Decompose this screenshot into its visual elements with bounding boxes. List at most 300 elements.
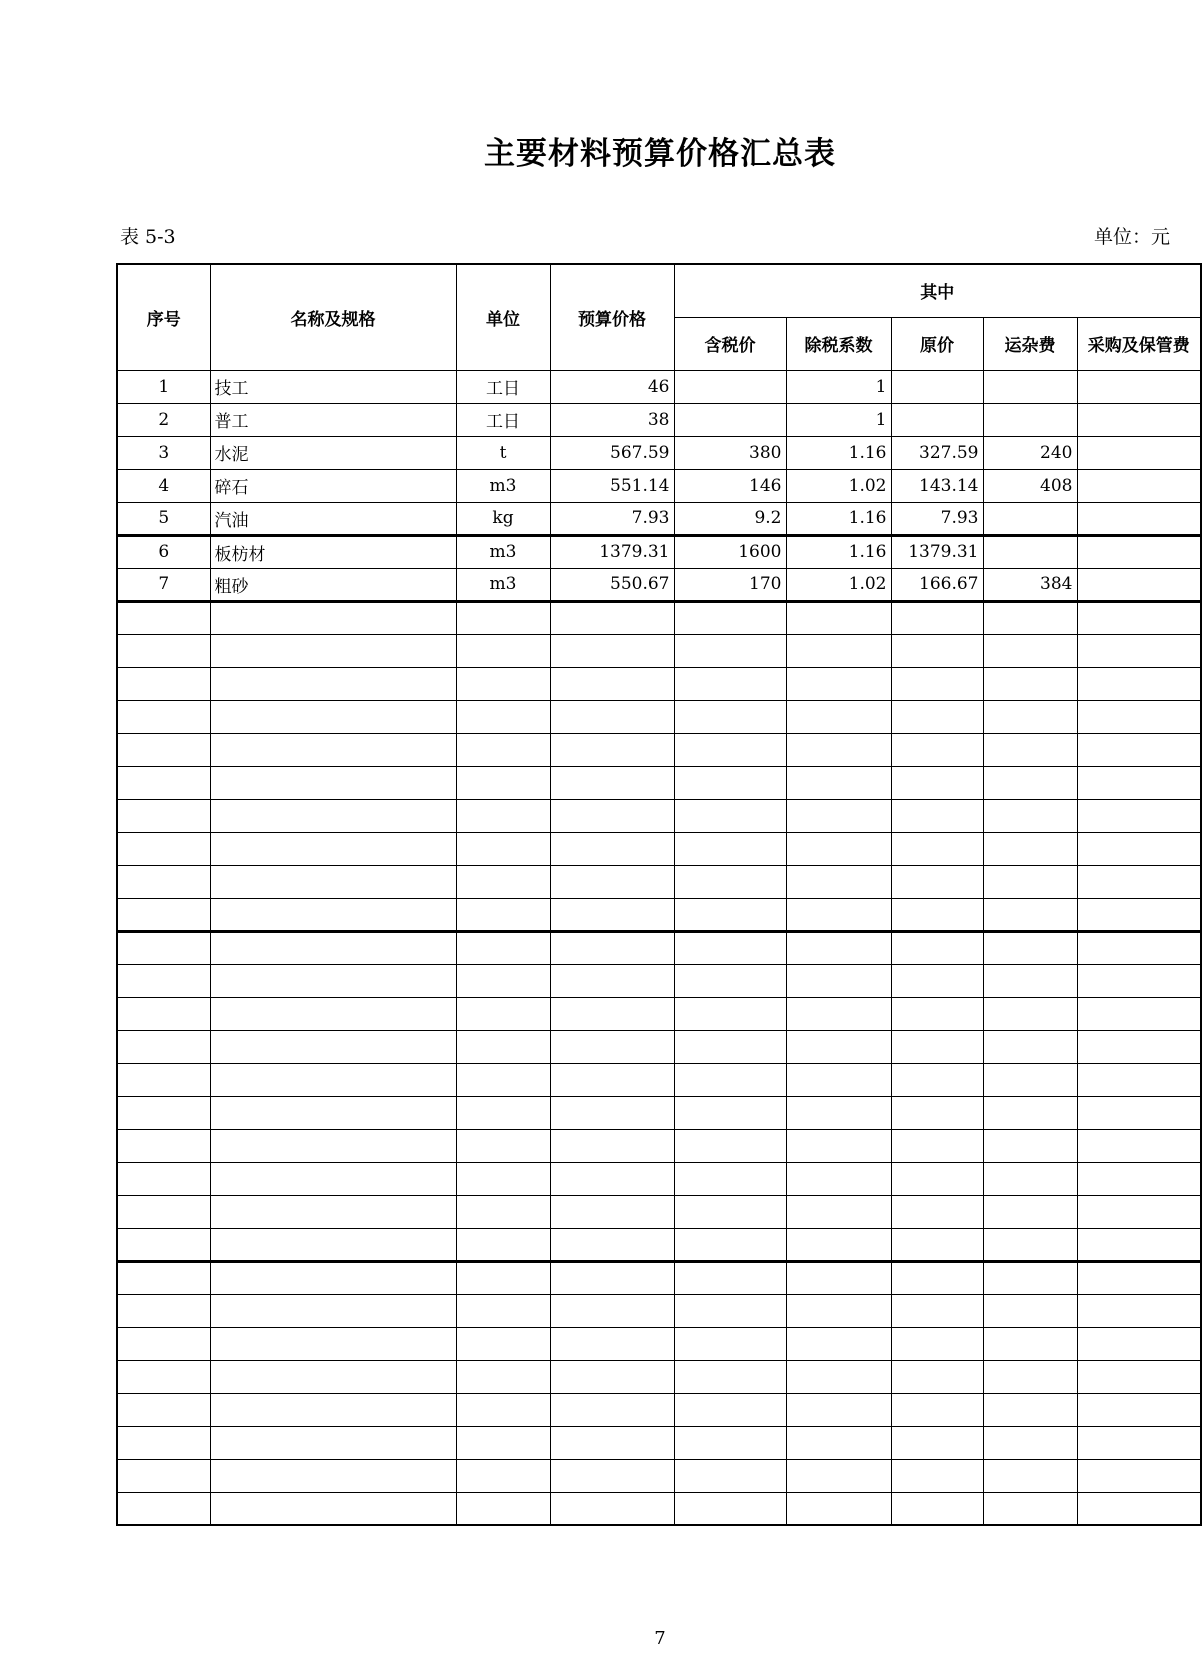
empty-cell xyxy=(210,1327,456,1360)
empty-cell xyxy=(983,634,1077,667)
empty-cell xyxy=(891,1360,983,1393)
empty-cell xyxy=(550,898,674,931)
cell-seq: 6 xyxy=(117,535,210,568)
empty-cell xyxy=(117,1063,210,1096)
header-freight: 运杂费 xyxy=(983,317,1077,370)
empty-cell xyxy=(786,1030,891,1063)
empty-cell xyxy=(550,832,674,865)
empty-cell xyxy=(983,1162,1077,1195)
empty-row xyxy=(117,634,1201,667)
empty-cell xyxy=(983,1030,1077,1063)
cell-name: 普工 xyxy=(210,403,456,436)
empty-cell xyxy=(983,1294,1077,1327)
cell-budget: 567.59 xyxy=(550,436,674,469)
empty-row xyxy=(117,1294,1201,1327)
empty-cell xyxy=(117,1261,210,1294)
empty-cell xyxy=(456,898,550,931)
empty-cell xyxy=(550,799,674,832)
empty-cell xyxy=(786,733,891,766)
table-row xyxy=(117,370,1201,403)
empty-cell xyxy=(550,865,674,898)
empty-cell xyxy=(1077,1261,1201,1294)
empty-cell xyxy=(786,667,891,700)
table-row xyxy=(117,403,1201,436)
empty-cell xyxy=(891,799,983,832)
cell-seq: 4 xyxy=(117,469,210,502)
empty-row xyxy=(117,1195,1201,1228)
empty-cell xyxy=(210,601,456,634)
empty-cell xyxy=(117,1096,210,1129)
cell-budget: 46 xyxy=(550,370,674,403)
empty-cell xyxy=(983,1393,1077,1426)
empty-cell xyxy=(1077,1129,1201,1162)
empty-cell xyxy=(1077,898,1201,931)
cell-budget: 7.93 xyxy=(550,502,674,535)
empty-cell xyxy=(786,1096,891,1129)
empty-cell xyxy=(786,1294,891,1327)
empty-cell xyxy=(891,1426,983,1459)
empty-cell xyxy=(786,1129,891,1162)
empty-cell xyxy=(117,1360,210,1393)
empty-cell xyxy=(674,1195,786,1228)
cell-name: 碎石 xyxy=(210,469,456,502)
empty-row xyxy=(117,898,1201,931)
empty-cell xyxy=(983,667,1077,700)
empty-cell xyxy=(117,733,210,766)
empty-cell xyxy=(786,1228,891,1261)
empty-row xyxy=(117,1162,1201,1195)
header-tax-incl-price: 含税价 xyxy=(674,317,786,370)
cell-coef: 1.02 xyxy=(786,469,891,502)
cell-tax-incl: 380 xyxy=(674,436,786,469)
header-name: 名称及规格 xyxy=(210,264,456,370)
empty-cell xyxy=(117,865,210,898)
empty-cell xyxy=(891,1228,983,1261)
empty-row xyxy=(117,931,1201,964)
empty-cell xyxy=(117,1393,210,1426)
cell-seq: 5 xyxy=(117,502,210,535)
empty-cell xyxy=(117,634,210,667)
empty-cell xyxy=(550,634,674,667)
cell-freight: 240 xyxy=(983,436,1077,469)
empty-cell xyxy=(674,1228,786,1261)
empty-cell xyxy=(550,766,674,799)
empty-cell xyxy=(1077,634,1201,667)
empty-cell xyxy=(786,1360,891,1393)
empty-cell xyxy=(456,1327,550,1360)
empty-cell xyxy=(456,997,550,1030)
header-of-which: 其中 xyxy=(674,264,1201,317)
empty-cell xyxy=(456,1162,550,1195)
empty-cell xyxy=(1077,1195,1201,1228)
empty-row xyxy=(117,1492,1201,1525)
empty-cell xyxy=(786,766,891,799)
empty-cell xyxy=(983,1426,1077,1459)
empty-cell xyxy=(983,1492,1077,1525)
cell-orig: 143.14 xyxy=(891,469,983,502)
empty-cell xyxy=(210,931,456,964)
empty-cell xyxy=(983,1360,1077,1393)
empty-cell xyxy=(117,931,210,964)
empty-cell xyxy=(1077,667,1201,700)
empty-cell xyxy=(210,1063,456,1096)
empty-cell xyxy=(117,964,210,997)
empty-cell xyxy=(786,700,891,733)
empty-cell xyxy=(891,1492,983,1525)
empty-cell xyxy=(983,1129,1077,1162)
empty-cell xyxy=(210,1096,456,1129)
cell-name: 粗砂 xyxy=(210,568,456,601)
empty-cell xyxy=(1077,931,1201,964)
empty-cell xyxy=(1077,832,1201,865)
empty-row xyxy=(117,1030,1201,1063)
empty-cell xyxy=(891,766,983,799)
cell-tax-incl: 9.2 xyxy=(674,502,786,535)
cell-freight xyxy=(983,370,1077,403)
cell-name: 水泥 xyxy=(210,436,456,469)
empty-cell xyxy=(117,700,210,733)
empty-cell xyxy=(210,1228,456,1261)
empty-cell xyxy=(674,898,786,931)
empty-cell xyxy=(1077,601,1201,634)
header-original-price: 原价 xyxy=(891,317,983,370)
cell-coef: 1.16 xyxy=(786,535,891,568)
header-seq: 序号 xyxy=(117,264,210,370)
empty-cell xyxy=(456,1228,550,1261)
cell-tax-incl: 170 xyxy=(674,568,786,601)
empty-cell xyxy=(891,1294,983,1327)
materials-table xyxy=(116,263,1202,1526)
empty-cell xyxy=(550,1327,674,1360)
empty-cell xyxy=(786,634,891,667)
cell-name: 技工 xyxy=(210,370,456,403)
empty-cell xyxy=(983,1228,1077,1261)
unit-label: 单位：元 xyxy=(1094,226,1171,248)
empty-row xyxy=(117,1129,1201,1162)
cell-seq: 7 xyxy=(117,568,210,601)
cell-coef: 1.02 xyxy=(786,568,891,601)
empty-cell xyxy=(210,1195,456,1228)
cell-seq: 1 xyxy=(117,370,210,403)
empty-cell xyxy=(674,1096,786,1129)
cell-unit: m3 xyxy=(456,469,550,502)
empty-cell xyxy=(891,1459,983,1492)
empty-cell xyxy=(891,931,983,964)
empty-cell xyxy=(786,601,891,634)
empty-cell xyxy=(210,1129,456,1162)
empty-cell xyxy=(550,1063,674,1096)
table-row xyxy=(117,535,1201,568)
empty-cell xyxy=(117,799,210,832)
empty-cell xyxy=(891,1162,983,1195)
empty-row xyxy=(117,733,1201,766)
empty-cell xyxy=(117,667,210,700)
empty-cell xyxy=(674,1459,786,1492)
empty-cell xyxy=(210,1492,456,1525)
empty-cell xyxy=(456,1294,550,1327)
empty-cell xyxy=(117,1327,210,1360)
cell-coef: 1 xyxy=(786,370,891,403)
empty-cell xyxy=(891,1195,983,1228)
empty-cell xyxy=(983,1459,1077,1492)
empty-cell xyxy=(210,667,456,700)
empty-cell xyxy=(674,832,786,865)
empty-cell xyxy=(456,832,550,865)
empty-cell xyxy=(210,733,456,766)
table-body xyxy=(117,370,1201,1525)
empty-cell xyxy=(456,1063,550,1096)
empty-cell xyxy=(674,634,786,667)
cell-orig: 166.67 xyxy=(891,568,983,601)
empty-cell xyxy=(674,1492,786,1525)
empty-cell xyxy=(550,1360,674,1393)
empty-cell xyxy=(550,1030,674,1063)
empty-cell xyxy=(674,1030,786,1063)
empty-cell xyxy=(674,1327,786,1360)
empty-cell xyxy=(1077,964,1201,997)
cell-proc xyxy=(1077,436,1201,469)
cell-unit: kg xyxy=(456,502,550,535)
empty-cell xyxy=(210,1030,456,1063)
empty-cell xyxy=(456,1426,550,1459)
empty-cell xyxy=(891,634,983,667)
empty-cell xyxy=(983,700,1077,733)
empty-row xyxy=(117,1096,1201,1129)
empty-cell xyxy=(456,1096,550,1129)
cell-proc xyxy=(1077,535,1201,568)
empty-cell xyxy=(117,1492,210,1525)
empty-cell xyxy=(983,1063,1077,1096)
empty-cell xyxy=(210,1162,456,1195)
empty-cell xyxy=(550,997,674,1030)
cell-orig: 327.59 xyxy=(891,436,983,469)
empty-cell xyxy=(210,1261,456,1294)
cell-budget: 1379.31 xyxy=(550,535,674,568)
empty-cell xyxy=(456,700,550,733)
cell-name: 汽油 xyxy=(210,502,456,535)
empty-cell xyxy=(983,964,1077,997)
empty-row xyxy=(117,832,1201,865)
empty-cell xyxy=(786,1162,891,1195)
empty-cell xyxy=(456,1360,550,1393)
page-title: 主要材料预算价格汇总表 xyxy=(484,136,836,172)
empty-cell xyxy=(456,1261,550,1294)
empty-cell xyxy=(674,733,786,766)
empty-cell xyxy=(786,865,891,898)
empty-row xyxy=(117,964,1201,997)
cell-budget: 38 xyxy=(550,403,674,436)
empty-cell xyxy=(550,1162,674,1195)
empty-cell xyxy=(786,1063,891,1096)
empty-cell xyxy=(210,997,456,1030)
empty-cell xyxy=(786,1459,891,1492)
empty-cell xyxy=(456,1459,550,1492)
empty-cell xyxy=(550,1228,674,1261)
empty-cell xyxy=(1077,766,1201,799)
empty-cell xyxy=(786,832,891,865)
empty-cell xyxy=(786,931,891,964)
header-budget-price: 预算价格 xyxy=(550,264,674,370)
empty-cell xyxy=(550,1426,674,1459)
cell-coef: 1 xyxy=(786,403,891,436)
empty-row xyxy=(117,997,1201,1030)
empty-cell xyxy=(983,601,1077,634)
empty-cell xyxy=(456,964,550,997)
table-number: 表 5-3 xyxy=(120,226,176,248)
empty-cell xyxy=(117,766,210,799)
empty-cell xyxy=(891,865,983,898)
empty-cell xyxy=(786,1261,891,1294)
empty-cell xyxy=(550,601,674,634)
empty-cell xyxy=(674,766,786,799)
empty-cell xyxy=(1077,1162,1201,1195)
empty-cell xyxy=(1077,1294,1201,1327)
empty-cell xyxy=(983,865,1077,898)
empty-cell xyxy=(891,1096,983,1129)
empty-cell xyxy=(983,1195,1077,1228)
page-number: 7 xyxy=(654,1628,666,1649)
empty-cell xyxy=(983,1261,1077,1294)
empty-cell xyxy=(550,667,674,700)
empty-cell xyxy=(674,1360,786,1393)
empty-cell xyxy=(117,1162,210,1195)
cell-coef: 1.16 xyxy=(786,436,891,469)
table-row xyxy=(117,436,1201,469)
empty-cell xyxy=(117,1426,210,1459)
empty-cell xyxy=(674,1294,786,1327)
cell-unit: m3 xyxy=(456,568,550,601)
cell-tax-incl: 146 xyxy=(674,469,786,502)
cell-orig xyxy=(891,403,983,436)
empty-cell xyxy=(674,1261,786,1294)
empty-cell xyxy=(891,898,983,931)
empty-cell xyxy=(210,832,456,865)
empty-cell xyxy=(210,865,456,898)
empty-cell xyxy=(983,898,1077,931)
empty-cell xyxy=(1077,1096,1201,1129)
empty-cell xyxy=(983,1327,1077,1360)
cell-tax-incl xyxy=(674,403,786,436)
empty-cell xyxy=(210,1393,456,1426)
empty-cell xyxy=(674,1393,786,1426)
cell-proc xyxy=(1077,370,1201,403)
empty-cell xyxy=(117,1195,210,1228)
empty-cell xyxy=(786,1327,891,1360)
empty-cell xyxy=(210,766,456,799)
cell-freight xyxy=(983,535,1077,568)
empty-cell xyxy=(983,766,1077,799)
empty-cell xyxy=(456,1129,550,1162)
empty-cell xyxy=(1077,1393,1201,1426)
cell-name: 板枋材 xyxy=(210,535,456,568)
empty-cell xyxy=(456,1030,550,1063)
empty-cell xyxy=(550,1459,674,1492)
empty-cell xyxy=(983,832,1077,865)
header-unit: 单位 xyxy=(456,264,550,370)
empty-cell xyxy=(674,799,786,832)
empty-cell xyxy=(456,865,550,898)
empty-cell xyxy=(891,1063,983,1096)
empty-cell xyxy=(1077,1063,1201,1096)
empty-cell xyxy=(117,1030,210,1063)
empty-cell xyxy=(550,700,674,733)
empty-cell xyxy=(117,1294,210,1327)
empty-cell xyxy=(891,601,983,634)
empty-row xyxy=(117,766,1201,799)
empty-row xyxy=(117,700,1201,733)
empty-cell xyxy=(983,1096,1077,1129)
empty-cell xyxy=(210,634,456,667)
cell-unit: t xyxy=(456,436,550,469)
empty-cell xyxy=(983,997,1077,1030)
cell-proc xyxy=(1077,502,1201,535)
cell-freight xyxy=(983,403,1077,436)
empty-cell xyxy=(786,1393,891,1426)
empty-cell xyxy=(786,799,891,832)
cell-freight: 384 xyxy=(983,568,1077,601)
cell-budget: 550.67 xyxy=(550,568,674,601)
empty-row xyxy=(117,1426,1201,1459)
empty-row xyxy=(117,1063,1201,1096)
cell-seq: 3 xyxy=(117,436,210,469)
empty-cell xyxy=(983,799,1077,832)
empty-cell xyxy=(891,667,983,700)
empty-cell xyxy=(456,667,550,700)
empty-cell xyxy=(550,1195,674,1228)
empty-cell xyxy=(1077,733,1201,766)
empty-cell xyxy=(456,733,550,766)
empty-cell xyxy=(550,964,674,997)
cell-budget: 551.14 xyxy=(550,469,674,502)
cell-freight xyxy=(983,502,1077,535)
cell-orig: 1379.31 xyxy=(891,535,983,568)
empty-row xyxy=(117,1261,1201,1294)
empty-cell xyxy=(674,865,786,898)
cell-unit: 工日 xyxy=(456,403,550,436)
empty-cell xyxy=(674,964,786,997)
empty-cell xyxy=(674,601,786,634)
cell-orig xyxy=(891,370,983,403)
empty-row xyxy=(117,667,1201,700)
empty-cell xyxy=(891,700,983,733)
empty-cell xyxy=(210,1426,456,1459)
empty-row xyxy=(117,1327,1201,1360)
empty-cell xyxy=(786,964,891,997)
empty-cell xyxy=(117,898,210,931)
empty-cell xyxy=(1077,1459,1201,1492)
empty-cell xyxy=(1077,997,1201,1030)
empty-cell xyxy=(674,700,786,733)
empty-row xyxy=(117,601,1201,634)
empty-cell xyxy=(550,931,674,964)
empty-row xyxy=(117,1360,1201,1393)
empty-cell xyxy=(210,1360,456,1393)
empty-cell xyxy=(456,1492,550,1525)
empty-cell xyxy=(550,1129,674,1162)
empty-cell xyxy=(891,1327,983,1360)
empty-cell xyxy=(1077,1030,1201,1063)
empty-cell xyxy=(786,1426,891,1459)
empty-cell xyxy=(674,1129,786,1162)
empty-cell xyxy=(456,601,550,634)
empty-cell xyxy=(786,1195,891,1228)
empty-cell xyxy=(1077,700,1201,733)
empty-cell xyxy=(456,634,550,667)
empty-cell xyxy=(550,733,674,766)
empty-cell xyxy=(891,1129,983,1162)
table-row xyxy=(117,568,1201,601)
empty-row xyxy=(117,1459,1201,1492)
